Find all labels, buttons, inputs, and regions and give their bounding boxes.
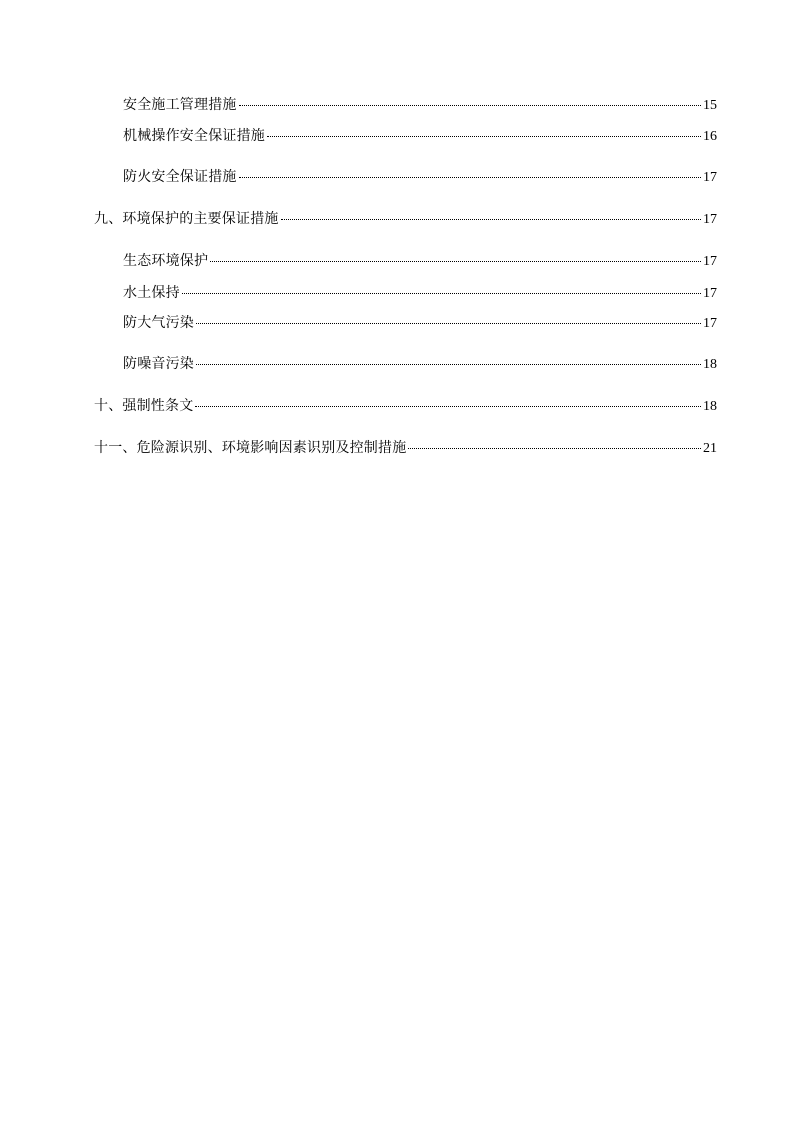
toc-entry[interactable] xyxy=(123,284,717,303)
toc-entry-page: 17 xyxy=(703,254,717,269)
toc-dot-leader xyxy=(182,293,701,294)
toc-entry-page: 18 xyxy=(703,399,717,414)
toc-entry-page: 17 xyxy=(703,212,717,227)
toc-entry-title: 十、强制性条文 xyxy=(94,398,194,414)
toc-entry-page: 16 xyxy=(703,129,717,144)
toc-entry-page: 18 xyxy=(703,357,717,372)
toc-entry-page: 17 xyxy=(703,286,717,301)
toc-dot-leader xyxy=(196,364,701,365)
toc-entry-title: 九、环境保护的主要保证措施 xyxy=(94,211,279,227)
toc-dot-leader xyxy=(408,448,701,449)
toc-entry[interactable] xyxy=(123,252,717,271)
toc-dot-leader xyxy=(239,177,701,178)
toc-dot-leader xyxy=(195,406,701,407)
toc-entry[interactable] xyxy=(123,314,717,333)
toc-dot-leader xyxy=(196,323,701,324)
toc-entry-title: 机械操作安全保证措施 xyxy=(123,128,265,144)
toc-entry-page: 15 xyxy=(703,98,717,113)
toc-entry-title: 防大气污染 xyxy=(123,315,194,331)
toc-entry-chapter[interactable] xyxy=(94,210,717,229)
toc-entry[interactable] xyxy=(123,127,717,146)
toc-entry-title: 十一、危险源识别、环境影响因素识别及控制措施 xyxy=(94,440,407,456)
toc-entry[interactable] xyxy=(123,168,717,187)
toc-entry-page: 17 xyxy=(703,170,717,185)
toc-entry-title: 安全施工管理措施 xyxy=(123,97,237,113)
toc-entry-chapter[interactable] xyxy=(94,397,717,416)
toc-entry-title: 防噪音污染 xyxy=(123,356,194,372)
toc-entry-page: 21 xyxy=(703,441,717,456)
toc-dot-leader xyxy=(281,219,701,220)
toc-dot-leader xyxy=(239,105,701,106)
toc-entry[interactable] xyxy=(123,355,717,374)
toc-dot-leader xyxy=(210,261,701,262)
toc-entry-title: 水土保持 xyxy=(123,285,180,301)
toc-entry-chapter[interactable] xyxy=(94,439,717,458)
toc-dot-leader xyxy=(267,136,701,137)
toc-entry-title: 生态环境保护 xyxy=(123,253,209,269)
toc-entry-page: 17 xyxy=(703,316,717,331)
toc-entry-title: 防火安全保证措施 xyxy=(123,169,237,185)
toc-entry[interactable] xyxy=(123,96,717,115)
